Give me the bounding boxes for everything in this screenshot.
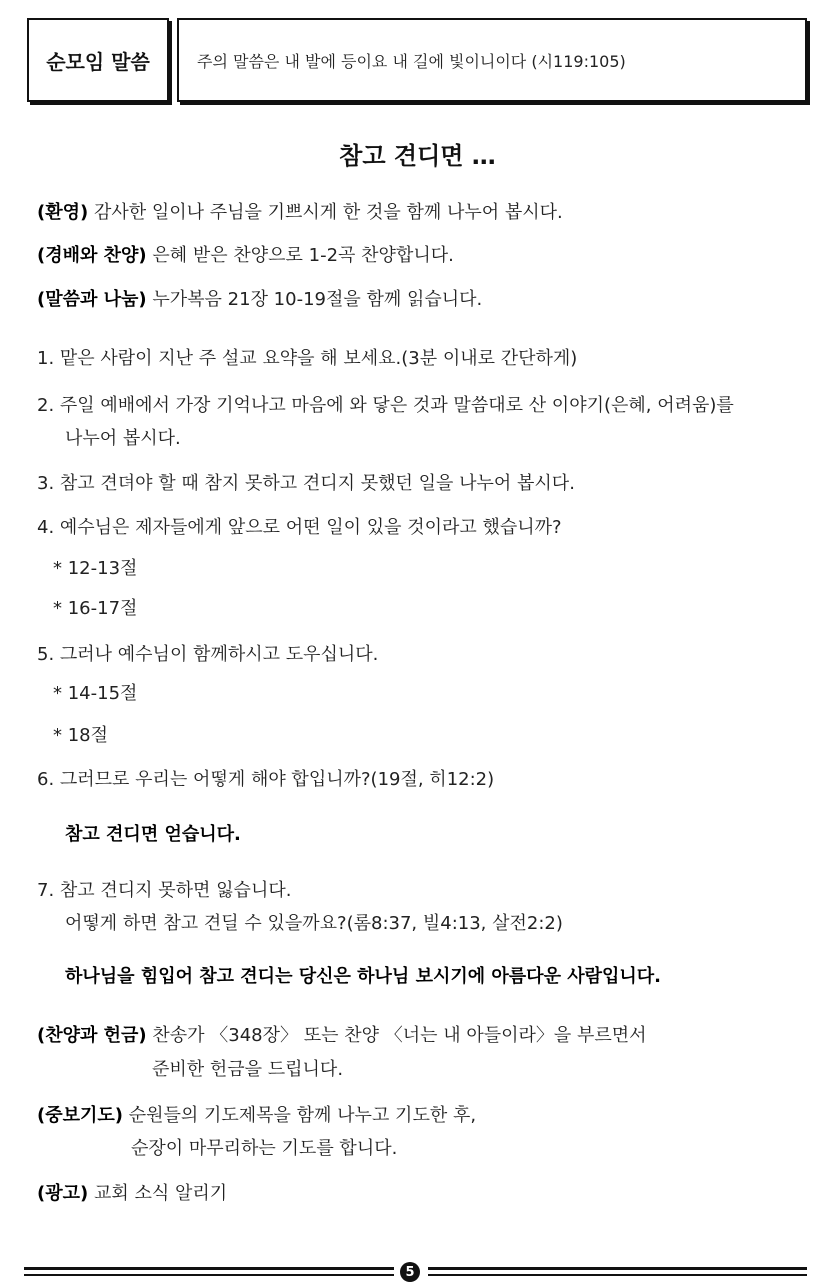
- question-5: 5. 그러나 예수님이 함께하시고 도우십니다.: [37, 644, 379, 665]
- footer-rule-right-bottom: [428, 1274, 807, 1276]
- theme-verse-text: 주의 말씀은 내 발에 등이요 내 길에 빛이니이다 (시119:105): [197, 51, 626, 71]
- question-5-sub-2: * 18절: [53, 725, 109, 746]
- question-3: 3. 참고 견뎌야 할 때 참지 못하고 견디지 못했던 일을 나누어 봅시다.: [37, 473, 575, 494]
- closing-notice-tag: (광고): [37, 1183, 89, 1204]
- intro-worship-text: 은혜 받은 찬양으로 1-2곡 찬양합니다.: [146, 245, 454, 266]
- question-4: 4. 예수님은 제자들에게 앞으로 어떤 일이 있을 것이라고 했습니까?: [37, 517, 562, 538]
- closing-offering: [37, 1023, 647, 1049]
- question-4-sub-1: * 12-13절: [53, 558, 138, 579]
- intro-worship: [37, 243, 454, 269]
- page-title: 참고 견디면 …: [339, 142, 496, 170]
- question-2-line-2: 나누어 봅시다.: [65, 428, 181, 449]
- closing-notice-text: 교회 소식 알리기: [88, 1183, 228, 1204]
- emphasis-1: 참고 견디면 얻습니다.: [65, 824, 241, 845]
- intro-welcome-text: 감사한 일이나 주님을 기쁘시게 한 것을 함께 나누어 봅시다.: [88, 202, 563, 223]
- closing-prayer-text: 순원들의 기도제목을 함께 나누고 기도한 후,: [123, 1105, 477, 1126]
- question-5-sub-1: * 14-15절: [53, 683, 138, 704]
- closing-prayer: [37, 1103, 476, 1129]
- closing-prayer-tag: (중보기도): [37, 1105, 124, 1126]
- closing-offering-tag: (찬양과 헌금): [37, 1025, 147, 1046]
- question-7-line-1: 7. 참고 견디지 못하면 잃습니다.: [37, 880, 292, 901]
- footer-rule-left-top: [24, 1267, 394, 1270]
- closing-notice: [37, 1181, 227, 1207]
- intro-welcome-tag: (환영): [37, 202, 89, 223]
- intro-word: [37, 287, 482, 313]
- footer-rule-right-top: [428, 1267, 807, 1270]
- section-label-text: 순모임 말씀: [46, 49, 150, 74]
- question-7-line-2: 어떻게 하면 참고 견딜 수 있을까요?(롬8:37, 빌4:13, 살전2:2): [65, 913, 563, 934]
- page-number: 5: [400, 1262, 420, 1282]
- intro-welcome: [37, 200, 563, 226]
- page-footer: [24, 1262, 807, 1282]
- section-label: [27, 18, 169, 102]
- intro-word-tag: (말씀과 나눔): [37, 289, 147, 310]
- closing-offering-text: 찬송가 〈348장〉 또는 찬양 〈너는 내 아들이라〉을 부르면서: [146, 1025, 647, 1046]
- emphasis-2: 하나님을 힘입어 참고 견디는 당신은 하나님 보시기에 아름다운 사람입니다.: [65, 966, 661, 987]
- question-2-line-1: 2. 주일 예배에서 가장 기억나고 마음에 와 닿은 것과 말씀대로 산 이야기(은혜, 어려움)를: [37, 395, 734, 416]
- question-6: 6. 그러므로 우리는 어떻게 해야 합입니까?(19절, 히12:2): [37, 769, 495, 790]
- theme-verse-box: [177, 18, 807, 102]
- closing-prayer-line-2: 순장이 마무리하는 기도를 합니다.: [131, 1138, 398, 1159]
- intro-word-text: 누가복음 21장 10-19절을 함께 읽습니다.: [146, 289, 483, 310]
- question-1: 1. 맡은 사람이 지난 주 설교 요약을 해 보세요.(3분 이내로 간단하게): [37, 348, 578, 369]
- closing-offering-line-2: 준비한 헌금을 드립니다.: [152, 1059, 344, 1080]
- question-4-sub-2: * 16-17절: [53, 598, 138, 619]
- footer-rule-left-bottom: [24, 1274, 394, 1276]
- intro-worship-tag: (경배와 찬양): [37, 245, 147, 266]
